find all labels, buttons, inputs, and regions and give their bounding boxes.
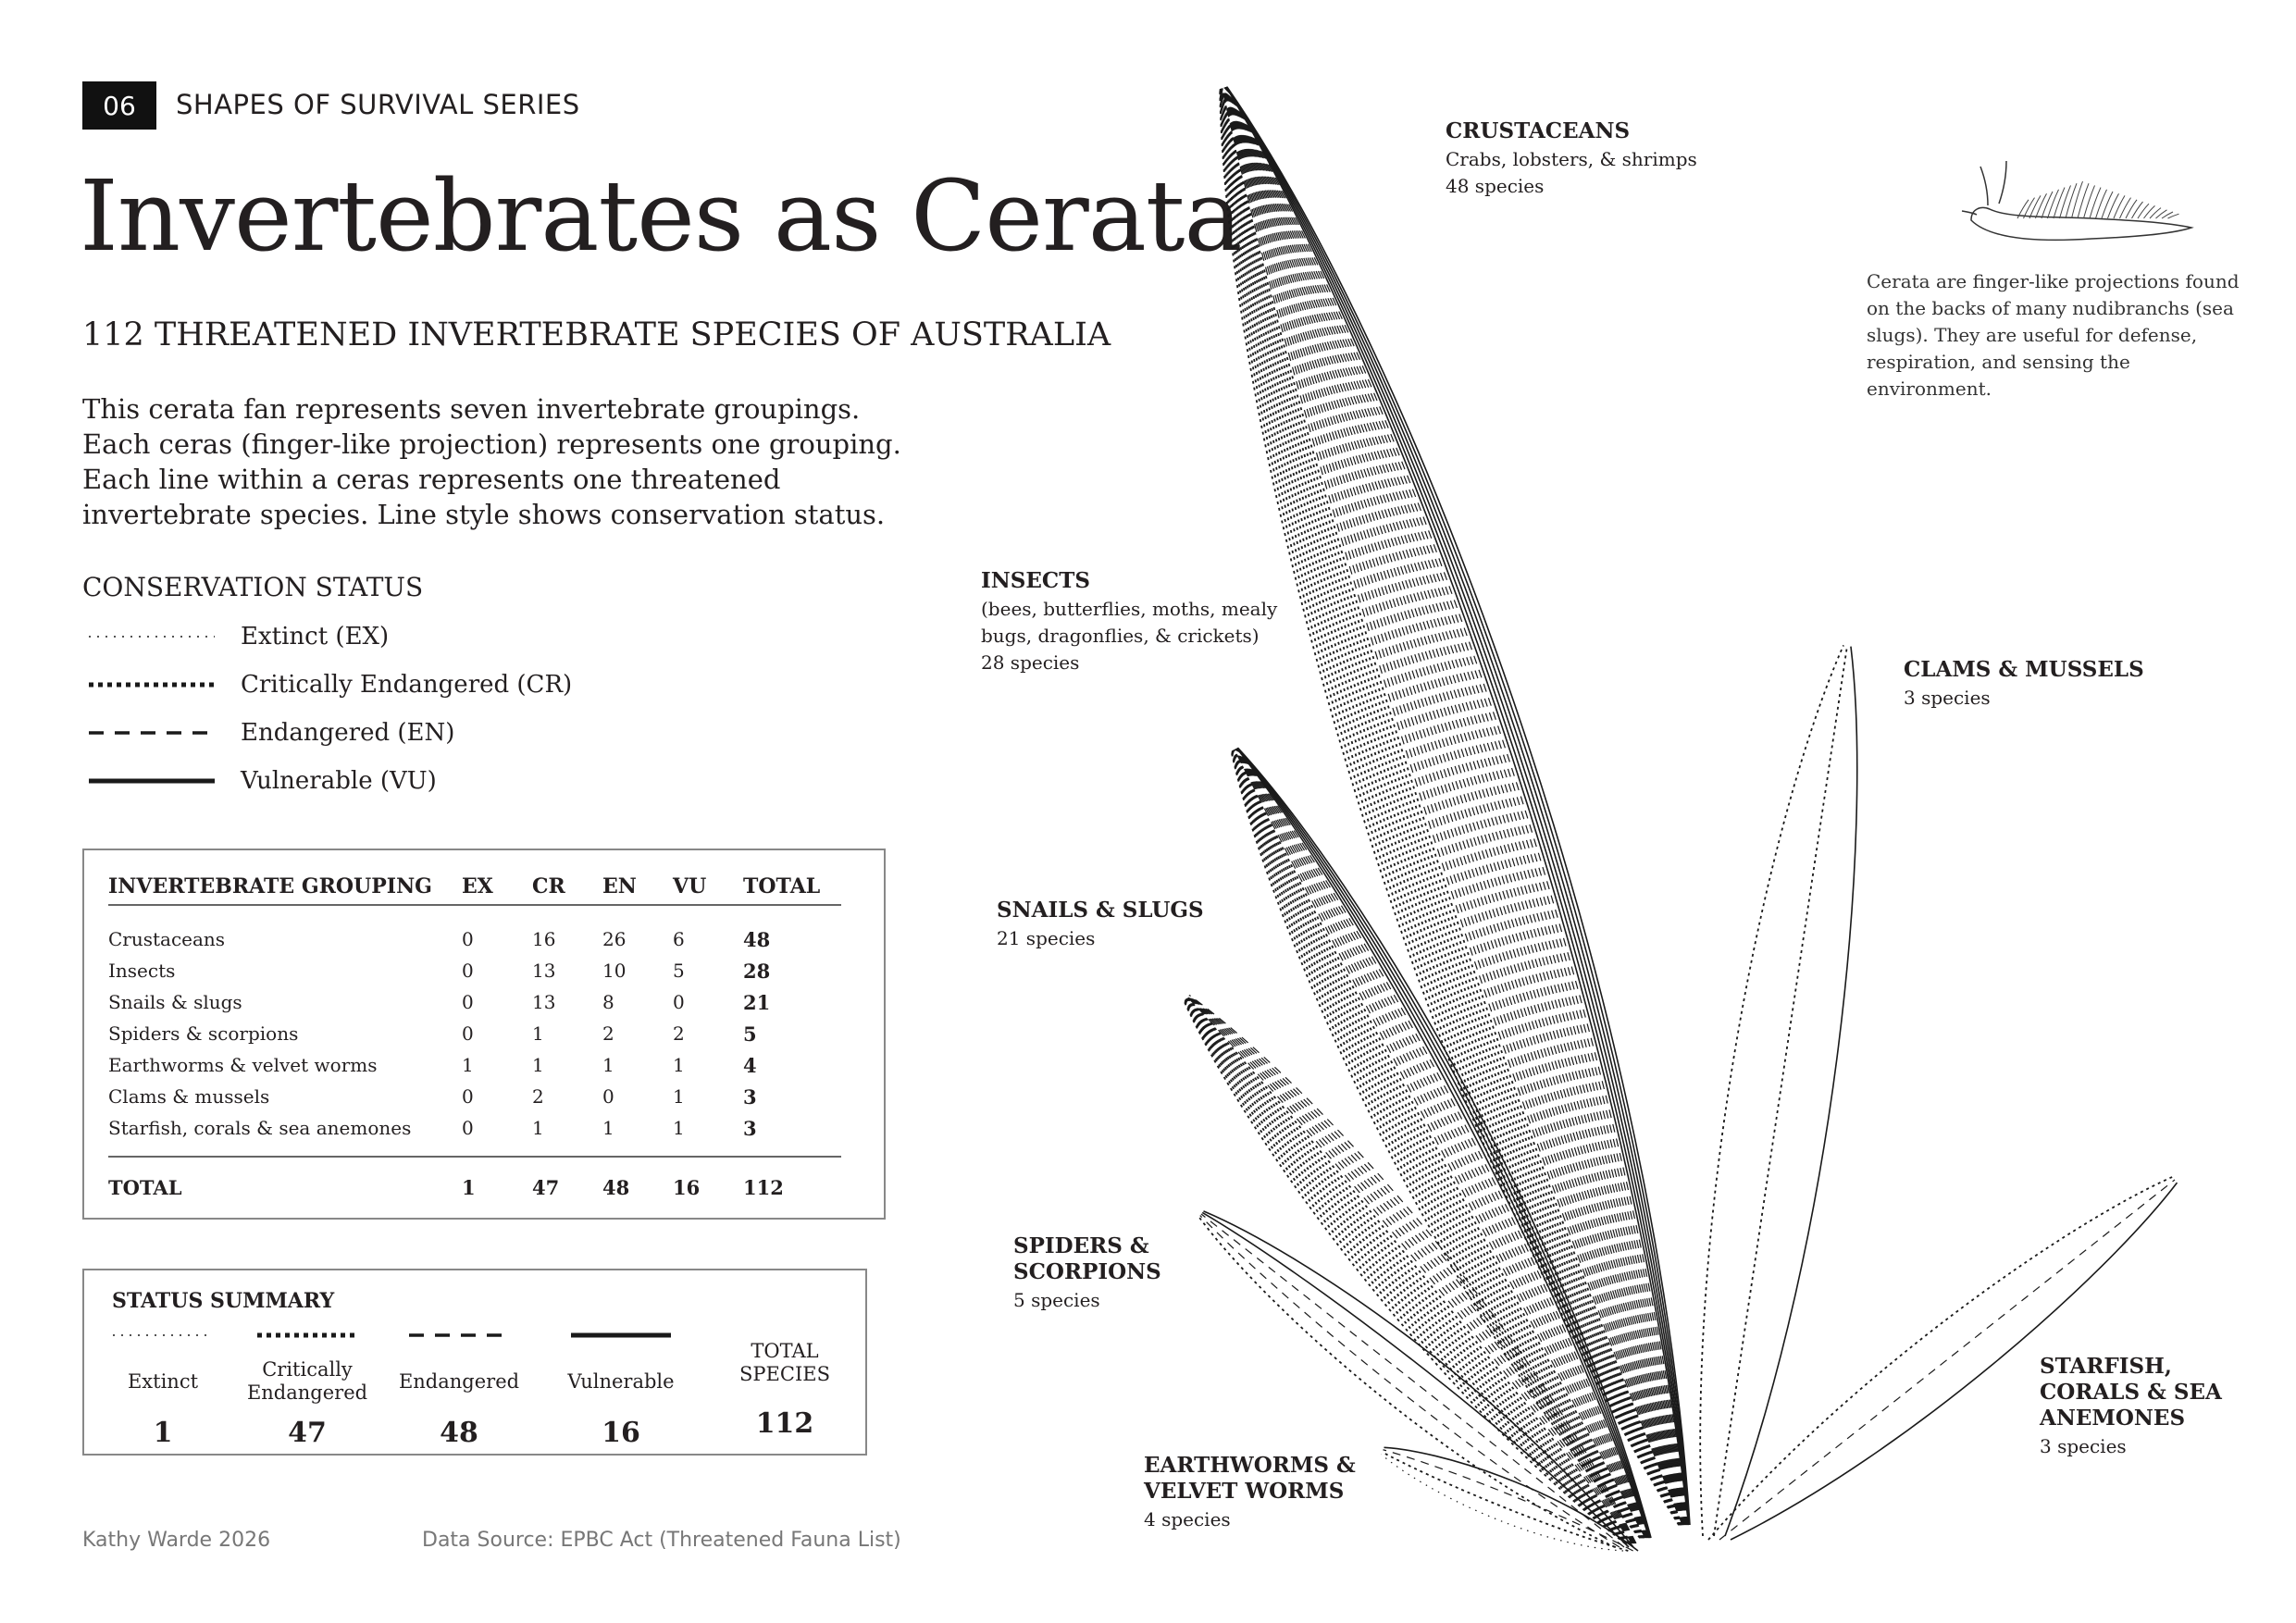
table-total-cell: 48 (602, 1176, 630, 1199)
table-cell: 1 (602, 1117, 614, 1139)
group-label-detail: (bees, butterflies, moths, mealy (981, 598, 1278, 620)
table-row-label: Insects (108, 960, 176, 982)
table-cell: 0 (462, 1085, 474, 1108)
species-line-critical (1221, 89, 1680, 1525)
table-header: EN (602, 874, 637, 898)
group-label-name: SNAILS & SLUGS (997, 898, 1204, 923)
species-line-endangered (1225, 87, 1687, 1525)
species-line-critical (1714, 646, 1847, 1536)
table-cell: 0 (602, 1085, 614, 1108)
species-line-vulnerable (1226, 87, 1689, 1525)
table-header: TOTAL (743, 874, 821, 898)
species-line-critical (1222, 89, 1682, 1525)
species-line-endangered (1383, 1450, 1632, 1551)
group-label-name: STARFISH, CORALS & SEA ANEMONES (2040, 1354, 2222, 1431)
table-total-cell: 47 (532, 1176, 560, 1199)
table-cell: 10 (602, 960, 627, 982)
species-line-critical (1222, 88, 1682, 1525)
summary-label: TOTAL SPECIES (739, 1340, 830, 1385)
legend-heading: CONSERVATION STATUS (82, 572, 424, 602)
table-cell: 13 (532, 991, 556, 1013)
table-total-cell: 16 (673, 1176, 701, 1199)
group-label-name: INSECTS (981, 568, 1090, 593)
series-name: SHAPES OF SURVIVAL SERIES (176, 89, 580, 120)
species-line-vulnerable (1725, 647, 1857, 1536)
species-line-endangered (1236, 749, 1648, 1538)
summary-value: 48 (440, 1417, 478, 1449)
table-cell: 2 (673, 1022, 685, 1045)
group-label-detail: 3 species (1904, 687, 1991, 709)
table-cell: 1 (532, 1117, 544, 1139)
species-line-vulnerable (1226, 87, 1689, 1525)
table-cell: 1 (532, 1022, 544, 1045)
species-line-critical (1222, 89, 1682, 1525)
ceras-earthworms-velvet-worms (1382, 1447, 1638, 1551)
species-line-critical (1220, 89, 1679, 1525)
summary-label: Vulnerable (567, 1369, 675, 1393)
intro-text: This cerata fan represents seven invertebrate groupings. Each ceras (finger-like projection) represents one grouping. Each line within a ceras represents one threatened invertebrate species. Line style shows conservation status. (82, 393, 901, 530)
group-label-detail: 28 species (981, 651, 1080, 674)
table-row-label: Earthworms & velvet worms (108, 1054, 378, 1076)
legend-label: Endangered (EN) (241, 719, 455, 747)
author-credit: Kathy Warde 2026 (82, 1529, 271, 1552)
table-total-cell: 112 (743, 1176, 784, 1199)
summary-value: 47 (288, 1417, 327, 1449)
table-cell: 26 (602, 928, 627, 950)
group-label-detail: 48 species (1446, 175, 1545, 197)
table-row-label: Clams & mussels (108, 1085, 270, 1108)
table-cell: 4 (743, 1054, 757, 1077)
table-total-cell: 1 (462, 1176, 476, 1199)
table-cell: 1 (532, 1054, 544, 1076)
group-label-detail: 3 species (2040, 1435, 2127, 1457)
table-cell: 0 (462, 1117, 474, 1139)
summary-label: Endangered (398, 1369, 520, 1393)
page-subtitle: 112 THREATENED INVERTEBRATE SPECIES OF AUSTRALIA (82, 316, 1111, 353)
table-cell: 5 (743, 1022, 757, 1046)
species-line-endangered (1224, 88, 1686, 1525)
table-header: VU (673, 874, 707, 898)
table-cell: 28 (743, 960, 771, 983)
species-line-endangered (1225, 87, 1687, 1525)
table-cell: 13 (532, 960, 556, 982)
species-line-critical (1222, 89, 1682, 1525)
group-label-name: CLAMS & MUSSELS (1904, 657, 2144, 682)
table-cell: 3 (743, 1117, 757, 1140)
summary-label: Extinct (127, 1369, 199, 1393)
table-cell: 2 (532, 1085, 544, 1108)
table-cell: 2 (602, 1022, 614, 1045)
table-header: CR (532, 874, 565, 898)
group-label-name: CRUSTACEANS (1446, 118, 1631, 143)
species-line-endangered (1223, 88, 1684, 1525)
summary-value: 1 (153, 1417, 173, 1449)
table-cell: 1 (673, 1085, 685, 1108)
species-line-endangered (1223, 88, 1684, 1525)
table-cell: 0 (462, 928, 474, 950)
legend-label: Vulnerable (VU) (241, 767, 437, 795)
ceras-clams-mussels (1700, 645, 1857, 1536)
table-cell: 0 (673, 991, 685, 1013)
table-cell: 1 (602, 1054, 614, 1076)
summary-value: 16 (602, 1417, 640, 1449)
table-row-label: Snails & slugs (108, 991, 242, 1013)
table-row-label: Starfish, corals & sea anemones (108, 1117, 412, 1139)
species-line-critical (1221, 89, 1680, 1525)
species-line-endangered (1225, 88, 1687, 1525)
group-label-name: SPIDERS & SCORPIONS (1013, 1233, 1161, 1284)
legend-label: Critically Endangered (CR) (241, 671, 573, 699)
table-row-label: Spiders & scorpions (108, 1022, 299, 1045)
cerata-note: Cerata are finger-like projections found on the backs of many nudibranchs (sea slugs). They are useful for defense, respiration, and sensing the environment. (1867, 270, 2240, 400)
species-line-endangered (1223, 88, 1684, 1525)
species-line-critical (1700, 645, 1843, 1536)
species-line-endangered (1223, 88, 1684, 1525)
table-cell: 0 (462, 991, 474, 1013)
table-cell: 1 (673, 1117, 685, 1139)
ceras-crustaceans (1220, 87, 1690, 1525)
table-cell: 1 (673, 1054, 685, 1076)
species-line-vulnerable (1226, 87, 1689, 1525)
legend-label: Extinct (EX) (241, 623, 390, 650)
ceras-insects (1231, 748, 1651, 1538)
summary-value: 112 (755, 1407, 814, 1440)
summary-heading: STATUS SUMMARY (112, 1289, 335, 1313)
table-cell: 8 (602, 991, 614, 1013)
page-title: Invertebrates as Cerata (80, 159, 1242, 273)
species-line-endangered (1236, 749, 1648, 1538)
nudibranch-illustration (1962, 161, 2191, 240)
group-label-detail: 21 species (997, 927, 1096, 949)
group-label-detail: bugs, dragonflies, & crickets) (981, 625, 1260, 647)
table-cell: 3 (743, 1085, 757, 1109)
group-label-detail: 5 species (1013, 1289, 1100, 1311)
table-cell: 1 (462, 1054, 474, 1076)
table-total-cell: TOTAL (108, 1176, 182, 1199)
group-label-detail: 4 species (1144, 1508, 1231, 1530)
data-source: Data Source: EPBC Act (Threatened Fauna List) (422, 1529, 901, 1552)
table-cell: 5 (673, 960, 685, 982)
table-cell: 0 (462, 1022, 474, 1045)
table-cell: 6 (673, 928, 685, 950)
species-line-critical (1222, 88, 1682, 1525)
table-cell: 16 (532, 928, 556, 950)
table-cell: 48 (743, 928, 771, 951)
species-line-vulnerable (1226, 87, 1689, 1525)
summary-label: Critically Endangered (246, 1358, 368, 1404)
species-line-critical (1221, 89, 1680, 1525)
table-header: INVERTEBRATE GROUPING (108, 874, 432, 898)
group-label-detail: Crabs, lobsters, & shrimps (1446, 148, 1697, 170)
table-row-label: Crustaceans (108, 928, 226, 950)
species-line-critical (1221, 89, 1680, 1525)
group-label-name: EARTHWORMS & VELVET WORMS (1144, 1453, 1356, 1504)
table-cell: 21 (743, 991, 771, 1014)
series-number: 06 (103, 90, 136, 121)
table-cell: 0 (462, 960, 474, 982)
table-header: EX (462, 874, 493, 898)
